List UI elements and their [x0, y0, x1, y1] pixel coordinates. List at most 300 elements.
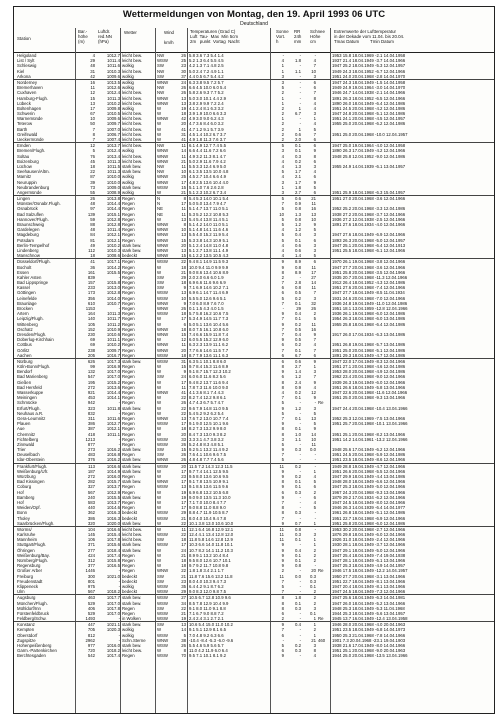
wind-direction: WSW	[157, 58, 168, 64]
temperature-values: 7.6 7.2 13.0 10.7 7.4	[189, 415, 229, 421]
pressure-value: 1012.1	[106, 237, 120, 243]
extreme-values: 1891 27.6 18.04.1934 -4.0 12.04.1966	[332, 222, 406, 227]
weather-value: Regen	[122, 499, 135, 505]
pressure-value: 1013.7	[106, 499, 120, 505]
precipitation-value: 2.0	[295, 137, 301, 142]
temperature-values: 5.1 2.4 14.8 11.0 4.8	[189, 242, 229, 248]
temperature-values: 5.4 5.2 9.2 6.2 5.4	[189, 410, 224, 416]
pressure-value: 1010.7	[106, 300, 120, 306]
sunshine-value: 3	[281, 436, 284, 442]
station-name: Düsseldorf/Flugh.	[17, 259, 51, 265]
pressure-value: 1014.4	[106, 390, 120, 395]
temperature-values: 7.1 6.7 9.0 8.8 7.2	[189, 610, 224, 616]
weather-value: leicht bew.	[122, 648, 143, 654]
station-name: Bamberg	[17, 494, 35, 500]
station-name: Meiningen	[17, 395, 37, 401]
station-name: Chemnitz	[17, 431, 36, 437]
precipitation-value: 0.8	[295, 526, 301, 532]
extreme-values: 1926 31.0 18.04.1949 -2.4 12.04.1966	[332, 537, 406, 543]
extreme-values: 1944 25.0 20.04.1968 -13.5 13.04.1966	[332, 653, 408, 659]
weather-value: leicht bew.	[122, 526, 143, 532]
wind-direction: WNW	[157, 116, 169, 122]
snow-value: -	[314, 463, 316, 469]
precipitation-value: 0.8	[295, 563, 301, 569]
station-name: Schwerin	[17, 111, 35, 117]
pressure-value: 1016.3	[106, 515, 120, 521]
temperature-values: 10.1 3.8 13.0 10.6 10.0	[189, 520, 234, 526]
precipitation-value: 0.1	[295, 415, 301, 421]
extreme-values: 1893 26.3 20.04.1968 -5.0 12.04.1957	[332, 237, 406, 243]
wind-speed: 13	[181, 216, 186, 222]
temperature-values: 12.4 4.1 13.4 12.8 12.0	[189, 532, 234, 538]
sunshine-value: 7	[281, 589, 284, 595]
extreme-values: 1944 25.3 18.04.1949 -5.6 13.04.1957	[332, 610, 406, 616]
station-name: Oberstdorf	[17, 632, 38, 638]
station-height: 362	[87, 510, 95, 516]
pressure-value: -	[118, 306, 120, 311]
extreme-values: 1951 25.8 20.04.1968 -6.0 12.04.1986	[332, 520, 406, 526]
weather-value: Regen	[122, 484, 135, 490]
snow-value: 0.3	[310, 578, 316, 584]
wind-direction: WNW	[157, 415, 169, 421]
precipitation-value: 1.7	[295, 179, 301, 185]
weather-value: Regen	[122, 505, 135, 511]
station-height: 583	[87, 499, 95, 505]
sunshine-value: 5	[281, 169, 284, 175]
wind-direction: W	[157, 121, 162, 127]
station-height: 1213	[85, 436, 95, 442]
precipitation-value: 1.3	[295, 211, 301, 217]
pressure-value: -	[118, 441, 120, 447]
extreme-values: 1954 26.3 18.04.1968 -6.0 13.04.1986	[332, 316, 406, 322]
pressure-value: 1017.3	[106, 358, 120, 364]
sunshine-value: 8	[281, 605, 284, 611]
precipitation-value: 0.2	[295, 158, 301, 164]
station-name: Konstanz	[17, 622, 35, 628]
weather-value: bedeckt	[122, 573, 138, 579]
wind-speed: 21	[181, 189, 186, 195]
precipitation-value: 0.6	[295, 131, 301, 137]
station-name: Hohenpeißenberg	[17, 643, 52, 648]
snow-value: 4	[313, 384, 316, 390]
pressure-value: 1021.0	[106, 573, 120, 579]
sunshine-value: 6	[281, 285, 284, 291]
wind-speed: 11	[181, 206, 186, 212]
wind-direction: WSW	[157, 616, 168, 622]
weather-value: Regen	[122, 452, 135, 458]
station-height: 230	[87, 331, 95, 337]
wind-speed: 19	[181, 494, 186, 500]
precipitation-value: 1	[298, 105, 301, 111]
temperature-values: 9.0 8.3 12.0 9.8 7.5	[189, 589, 227, 595]
extreme-values: 1890 26.0 18.04.1949 -6.4 12.04.1986	[332, 100, 406, 106]
wind-direction: W	[157, 648, 162, 654]
wind-speed: 8	[183, 222, 186, 227]
wind-speed: 31	[181, 131, 186, 137]
wind-speed: 9	[183, 300, 186, 306]
extreme-values: 1951 25.8 20.04.1968 -3.5 12.04.1966	[332, 269, 406, 275]
wind-direction: W	[157, 410, 162, 416]
snow-value: 7	[313, 63, 316, 69]
precipitation-value: -	[299, 505, 301, 511]
temperature-values: 4.9 1.8 11.3 7.6 3.7	[189, 137, 226, 142]
precipitation-value: 0.8	[295, 264, 301, 270]
weather-value: Regen	[122, 384, 135, 390]
station-name: Bad Hersfeld	[17, 384, 42, 390]
weather-value: leicht bew.	[122, 137, 143, 142]
temperature-values: 6.3 3.8 9.5 7.2 5.7	[189, 79, 224, 85]
snow-value: 4	[313, 121, 316, 127]
snow-value: 11	[311, 441, 316, 447]
wind-direction: WSW	[157, 610, 168, 616]
extreme-values: 1951 25.5 18.04.1968 -6.1 12.04.1966	[332, 247, 406, 253]
extreme-values: 1935 20.7 20.04.1968 -11.3 12.04.1966	[332, 274, 408, 280]
extreme-values: 1947 25.3 18.04.1949 -5.0 12.04.1966	[332, 484, 406, 490]
precipitation-value: 2.1	[295, 174, 301, 180]
wind-direction: SW	[157, 63, 164, 69]
station-name: Gardelegen	[17, 227, 40, 233]
snow-value: 5	[313, 421, 316, 427]
extreme-values: 1951 27.6 20.04.1968 -7.4 12.04.1966	[332, 285, 406, 291]
temperature-values: 10.3 6.6 14.0 11.8 10.1	[189, 542, 233, 548]
wind-direction: WNW	[157, 457, 169, 463]
wind-speed: 13	[181, 95, 186, 101]
snow-value: 16	[311, 206, 316, 212]
sunshine-value: 5	[281, 457, 284, 463]
wind-direction: W	[157, 395, 162, 401]
station-name: Angermünde	[17, 189, 42, 195]
pressure-value: 1009.6	[106, 73, 120, 79]
station-height: 69	[90, 342, 95, 348]
temperature-values: 4.9 3.2 11.3 8.1 4.7	[189, 153, 226, 159]
sunshine-value: 2	[281, 616, 284, 622]
wind-direction: WSW	[157, 290, 168, 296]
station-name: Schleswig	[17, 63, 37, 69]
precipitation-value: 1.2	[295, 227, 301, 233]
sunshine-value: 2	[281, 131, 284, 137]
pressure-value: 1015.6	[106, 542, 120, 548]
precipitation-value: 0.4	[295, 232, 301, 238]
extreme-values: 1938 21.6 17.04.1949 -8.0 14.04.1966	[332, 643, 406, 648]
station-height: 320	[87, 520, 95, 526]
station-height: 610	[87, 300, 95, 306]
wind-speed: 22	[181, 410, 186, 416]
weather-value: stark bew.	[122, 457, 142, 463]
snow-value: 9	[313, 331, 316, 337]
wind-direction: W	[157, 105, 162, 111]
wind-speed: 23	[181, 474, 186, 479]
wind-direction: WSW	[157, 352, 168, 358]
sunshine-value: 4	[281, 174, 284, 180]
weather-value: leicht bew.	[122, 100, 143, 106]
wind-speed: 20	[181, 463, 186, 469]
extreme-values: 1930 28.1 18.04.1949 -3.7 12.04.1966	[332, 542, 406, 548]
wind-speed: 25	[181, 58, 186, 64]
weather-value: Regen	[122, 415, 135, 421]
snow-value: 2	[313, 627, 316, 633]
wind-speed: 17	[181, 201, 186, 207]
station-height: 386	[87, 421, 95, 427]
wind-direction: WSW	[157, 532, 168, 538]
pressure-value: 1017.0	[106, 610, 120, 616]
wind-direction: W	[157, 137, 162, 142]
precipitation-value: 0.2	[295, 295, 301, 301]
wind-direction: WNW	[157, 242, 169, 248]
wind-speed: 27	[181, 595, 186, 601]
station-name: Mannheim	[17, 537, 38, 543]
sunshine-value: 9	[281, 264, 284, 270]
station-height: 76	[90, 153, 95, 159]
snow-value: 5	[313, 479, 316, 485]
extreme-values: 1951 23.5 18.04.1949 -8.6 12.04.1966	[332, 457, 406, 463]
station-height: 50	[90, 121, 95, 127]
pressure-value: 1010.0	[106, 179, 120, 185]
precipitation-value: 1.7	[295, 169, 301, 175]
station-name: Aue	[17, 426, 25, 432]
weather-value: bedeckt	[122, 253, 138, 259]
pressure-value: 1010.0	[106, 174, 120, 180]
pressure-value: 1012.1	[106, 426, 120, 432]
precipitation-value: 0.1	[295, 237, 301, 243]
extreme-values: 1947 22.6 20.04.1968 -11.6 12.04.1966	[332, 390, 408, 395]
snow-value: 1	[313, 622, 316, 628]
snow-value: 3	[313, 73, 316, 79]
station-height: 205	[87, 352, 95, 358]
station-name: Bendorf	[17, 369, 33, 375]
station-name: Helgoland	[17, 53, 37, 58]
pressure-value: 1016.2	[106, 457, 120, 463]
weather-value: Regen	[122, 379, 135, 385]
snow-value: 11	[311, 264, 316, 270]
snow-value: 6	[313, 189, 316, 195]
weather-value: leicht bew.	[122, 537, 143, 543]
station-name: Frankfurt/Flugh.	[17, 463, 48, 469]
weather-value: wolkig	[122, 105, 134, 111]
temperature-values: 7.7 6.6 14.6 11.5 7.7	[189, 347, 229, 353]
temperature-values: 5.2 1.3 6.4 5.5 4.5	[189, 58, 224, 64]
extreme-values: 1939 26.3 19.04.1949 -6.0 12.04.1966	[332, 379, 406, 385]
weather-value: leicht bew.	[122, 153, 143, 159]
precipitation-value: -	[299, 274, 301, 280]
station-height: 81	[90, 237, 95, 243]
sunshine-value: 9	[281, 542, 284, 548]
extreme-values: 1951 27.1 20.04.1968 -4.6 12.04.1986	[332, 364, 406, 370]
extreme-values: 1961 26.8 18.04.1949 -5.1 12.04.1986	[332, 510, 406, 516]
pressure-value: 1017.8	[106, 605, 120, 611]
station-height: 12	[90, 90, 95, 96]
station-height: 801	[87, 578, 95, 584]
wind-direction: WSW	[157, 358, 168, 364]
weather-value: wolkig	[122, 189, 134, 195]
wind-speed: 33	[181, 436, 186, 442]
temperature-values: 8.0 4.0 10.4 9.4 7.8	[189, 515, 227, 521]
station-name: Idar-Oberstein	[17, 457, 45, 463]
pressure-value: 1011.4	[107, 58, 120, 64]
station-height: 42	[90, 73, 95, 79]
pressure-value: 1011.6	[107, 415, 120, 421]
extreme-values: 1951 25.9 18.04.1968 -6.3 15.04.1957	[332, 189, 406, 195]
temperature-values: 3.8 2.9 9.9 7.2 2.4	[189, 100, 224, 106]
wind-direction: WNW	[157, 637, 169, 643]
station-name: Lindenberg	[17, 247, 39, 253]
wind-direction: W	[157, 520, 162, 526]
sunshine-value: 9	[281, 558, 284, 563]
wind-speed: 22	[181, 405, 186, 411]
snow-value: 10	[311, 436, 316, 442]
weather-value: leicht bew.	[122, 58, 143, 64]
pressure-value: 1020.0	[106, 520, 120, 526]
weather-value: Regen	[122, 352, 135, 358]
station-name: Bad Kissingen	[17, 479, 45, 485]
pressure-value: -	[118, 568, 120, 574]
precipitation-value: -	[299, 468, 301, 474]
wind-speed: 13	[181, 415, 186, 421]
weather-value: Regen	[122, 400, 135, 406]
station-height: 1153	[85, 306, 95, 311]
sunshine-value: 2	[281, 137, 284, 142]
sunshine-value: 4	[281, 163, 284, 169]
pressure-value: 1011.1	[107, 431, 120, 437]
station-height: 132	[87, 369, 95, 375]
extreme-values: 1912 26.4 18.04.1952 -4.3 12.04.1986	[332, 280, 406, 286]
sunshine-value: 11	[279, 537, 284, 543]
snow-value: 2	[313, 558, 316, 563]
temperature-values: 5.3 5.2 12.2 10.8 5.3	[189, 211, 229, 217]
temperature-values: 4.1 3.6 8.1 7.4 4.3	[189, 390, 224, 395]
wind-speed: 9	[183, 369, 186, 375]
temperature-values: 4.7 3.6 8.4 6.0 3.2	[189, 121, 224, 127]
wind-speed: 11	[181, 163, 186, 169]
sunshine-value: 8	[281, 600, 284, 606]
extreme-values: 1951 25.1 20.04.1968 -9.0 20.04.1963	[332, 648, 406, 654]
weather-value: Regen	[122, 264, 135, 270]
weather-value: Regen	[122, 342, 135, 348]
sunshine-value: 2	[281, 126, 284, 132]
station-height: 1446	[85, 568, 95, 574]
pressure-value: 1012.6	[106, 85, 120, 91]
snow-value: 4	[313, 169, 316, 175]
station-height: 832	[87, 410, 95, 416]
precipitation-value: 0.4	[295, 622, 301, 628]
station-height: 10	[90, 116, 95, 122]
weather-value: Regen	[122, 431, 135, 437]
sunshine-value: 8	[281, 595, 284, 601]
header-wind: Wind km/h	[164, 30, 175, 46]
pressure-value: 1011.2	[107, 321, 120, 327]
station-name: Weißenburg/Ufr.	[17, 468, 49, 474]
snow-value: 5	[313, 505, 316, 511]
pressure-value: 1015.5	[106, 269, 120, 275]
precipitation-value: -	[299, 85, 301, 91]
station-height: 36	[90, 264, 95, 270]
snow-value: 1	[313, 632, 316, 638]
wind-direction: W	[157, 494, 162, 500]
page-subtitle: Deutschland	[240, 21, 268, 27]
station-name: Berchtesgaden	[17, 653, 46, 659]
extreme-values: 1891 29.3 18.04.1949 -4.7 12.04.1986	[332, 352, 406, 358]
page-title: Wettermeldungen von Montag, den 19. April 1993 06 UTC	[122, 9, 386, 20]
temperature-values: 10.6 5.4 15.0 11.0 10.2	[189, 622, 233, 628]
station-height: 48	[90, 63, 95, 69]
extreme-values: 1901 7.3 20.04.1968 -23.1 19.04.1903	[332, 637, 406, 643]
wind-speed: 22	[181, 568, 186, 574]
temperature-values: 4.5 1.4 10.2 6.7 3.7	[189, 131, 227, 137]
weather-value: Regen	[122, 316, 135, 322]
pressure-value: 1017.0	[106, 374, 120, 380]
precipitation-value: 0.1	[295, 479, 301, 485]
extreme-values: 1948 28.0 18.04.1949 -6.6 12.04.1966	[332, 479, 406, 485]
sunshine-value: 2	[281, 274, 284, 280]
wind-direction: SW	[157, 537, 164, 543]
snow-value: 1	[313, 542, 316, 548]
temperature-values: 5.1 4.7 13.7 11.0 5.1	[189, 206, 229, 212]
pressure-value: 1010.2	[106, 100, 120, 106]
station-height: 67	[90, 111, 95, 117]
table-row	[14, 653, 494, 658]
header-snow: Schnee Höhe cm	[310, 29, 325, 45]
wind-speed: 26	[181, 53, 186, 58]
wind-direction: W	[157, 627, 162, 633]
header-precipitation: RR 24h mm	[294, 29, 302, 45]
weather-value: Regen	[122, 347, 135, 353]
temperature-values: 5.1 4.2 14.0 11.0 5.1	[189, 222, 229, 227]
wind-direction: W	[157, 468, 162, 474]
weather-value: stark bew.	[122, 479, 142, 485]
extreme-values: 1947 25.4 18.04.1949 -7.4 19.04.1938	[332, 552, 406, 558]
extreme-values: 1947 25.0 19.04.1964 -4.0 12.04.1958	[332, 143, 406, 149]
station-height: 41	[90, 259, 95, 265]
header-sunshine: Sonne Vort. h	[276, 29, 289, 45]
weather-value: wolkig	[122, 627, 134, 633]
pressure-value: -	[118, 578, 120, 584]
extreme-values: 1947 28.1 18.04.1949 -6.1 13.04.1966	[332, 558, 406, 563]
pressure-value: 1010.9	[106, 326, 120, 332]
temperature-values: 6.3 2.3 13.9 11.1 6.2	[189, 342, 229, 348]
temperature-values: 4.2 1.3 7.1 4.8 2.5	[189, 63, 224, 69]
temperature-values: 6.6 4.4 11.6 7.2 6.6	[189, 148, 226, 154]
weather-value: stark bew.	[122, 622, 142, 628]
station-height: 2962	[85, 637, 95, 643]
temperature-values: 4.8 4.8 7.7 7.4 5.6	[189, 457, 224, 463]
station-name: Artern	[17, 311, 29, 317]
weather-value: bedeckt	[122, 510, 138, 516]
precipitation-value: -	[299, 499, 301, 505]
weather-value: leicht bew.	[122, 111, 143, 117]
sunshine-value: 11	[279, 532, 284, 538]
station-height: 5	[92, 148, 95, 154]
wind-speed: 13	[181, 232, 186, 238]
wind-direction: WNW	[157, 342, 169, 348]
sunshine-value: 6	[281, 358, 284, 364]
weather-value: Regen	[122, 568, 135, 574]
wind-direction: W	[157, 321, 162, 327]
wind-speed: 31	[181, 358, 186, 364]
sunshine-value: 4	[281, 227, 284, 233]
wind-speed: 11	[181, 384, 186, 390]
snow-value: 11	[311, 201, 316, 207]
station-height: 99	[90, 364, 95, 370]
temperature-values: 9.5 7.1 10.1 8.1 9.2	[189, 653, 227, 659]
wind-direction: WSW	[157, 463, 168, 469]
precipitation-value: 0.9	[295, 384, 301, 390]
wind-speed: 17	[181, 179, 186, 185]
wind-speed: 42	[181, 116, 186, 122]
temperature-values: 4.7 1.2 9.1 5.7 3.9	[189, 126, 224, 132]
station-name: Nürnberg/Flugh.	[17, 558, 49, 563]
extreme-values: 1946 26.3 14.04.1939 -6.4 14.04.1977	[332, 505, 406, 511]
station-name: Hamburg-Flugh.	[17, 95, 49, 101]
precipitation-value: 0.1	[295, 537, 301, 543]
